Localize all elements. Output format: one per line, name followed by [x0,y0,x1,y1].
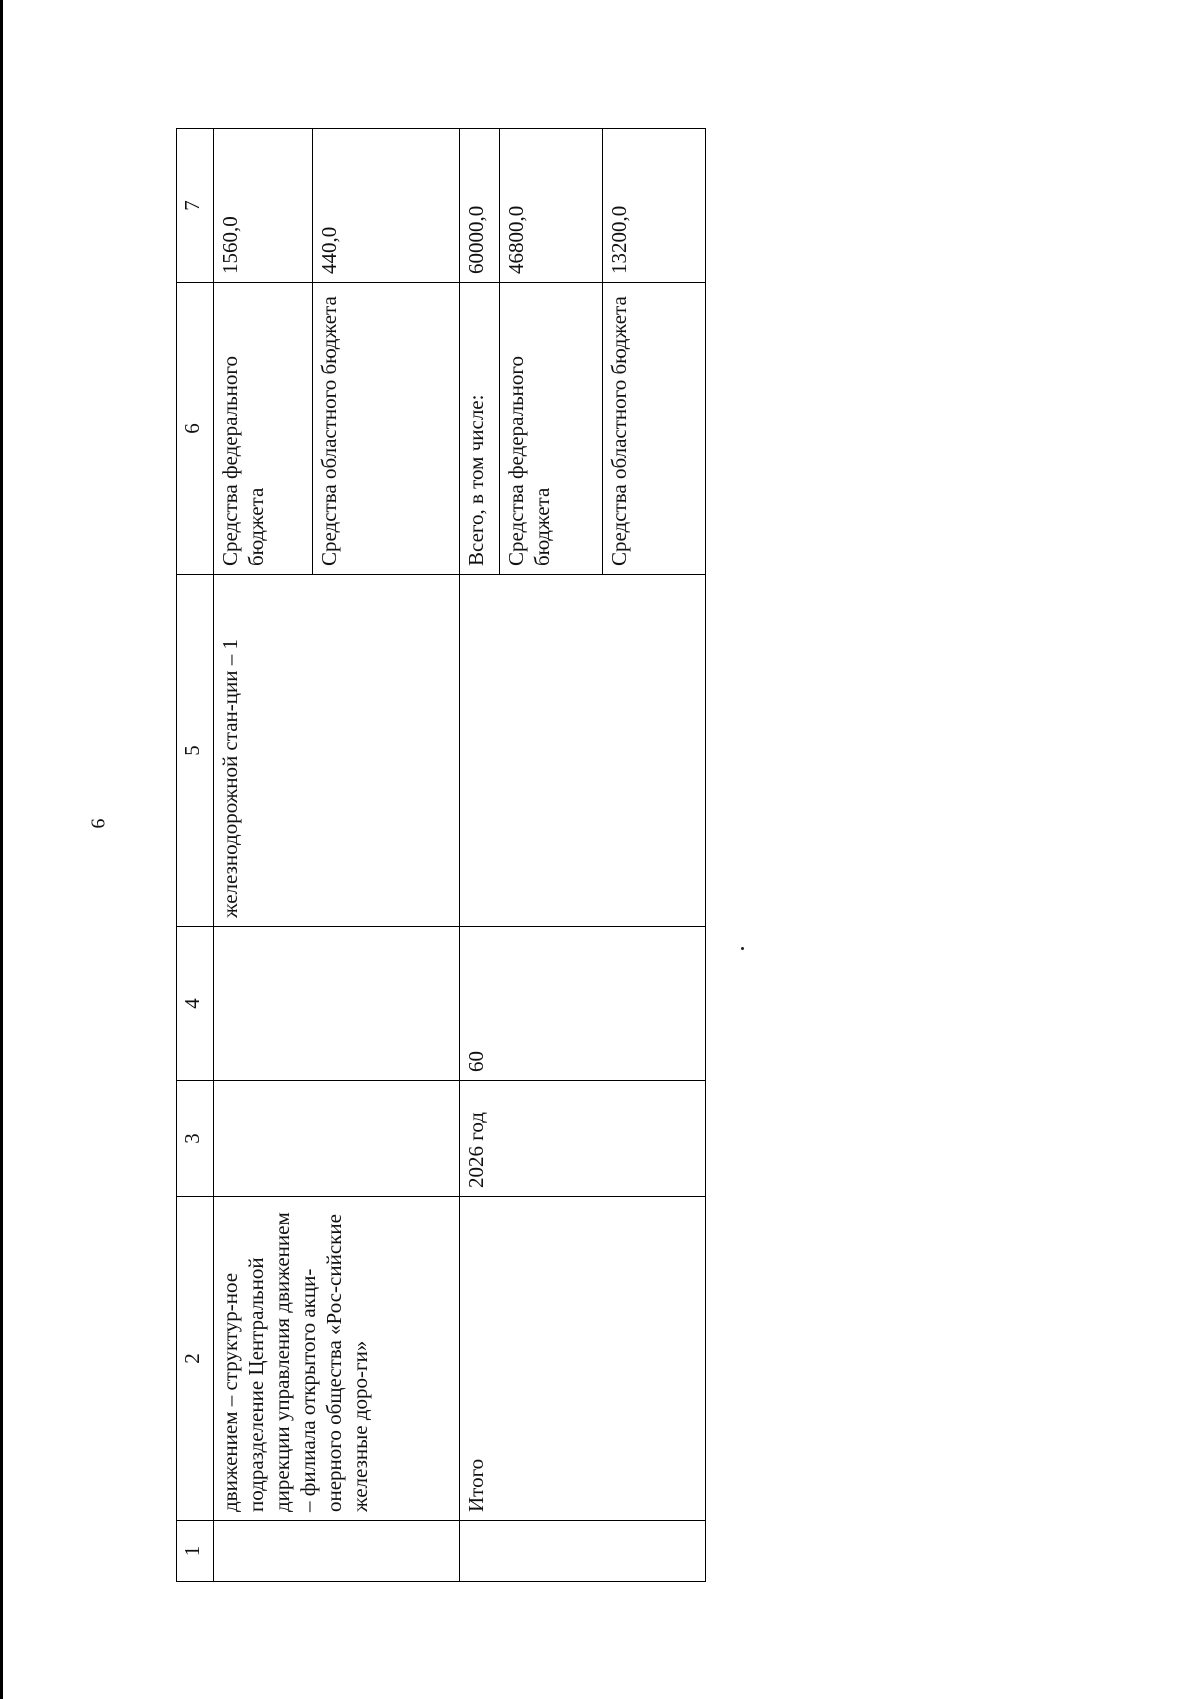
row1-object: железнодорожной стан-ции – 1 [214,575,460,927]
table-row [214,129,313,1582]
row2-cell-5 [460,575,706,927]
scan-speck [741,947,744,950]
row2-year: 2026 год [460,1081,706,1197]
row2-source-federal: Средства федерального бюджета [500,283,603,575]
header-cell-4: 4 [177,927,214,1081]
header-row [177,129,214,1582]
row2-value: 60 [460,927,706,1081]
row1-cell-1 [214,1521,460,1582]
row2-amount-regional: 13200,0 [603,129,706,283]
row2-source-regional: Средства областного бюджета [603,283,706,575]
row1-description: движением – структур-ное подразделение Центральной дирекции управления движением – филиала открытого акци-онерного общества «Рос-сийские железные доро-ги» [214,1197,460,1521]
page-number: 9 [86,818,109,829]
header-cell-6: 6 [177,283,214,575]
table-row [460,129,500,1582]
row2-label: Итого [460,1197,706,1521]
row1-amount-federal: 1560,0 [214,129,313,283]
budget-table [176,128,706,1582]
row1-amount-regional: 440,0 [313,129,460,283]
rotated-table-wrapper [176,129,702,1582]
header-cell-3: 3 [177,1081,214,1197]
row1-cell-3 [214,1081,460,1197]
header-cell-7: 7 [177,129,214,283]
row2-source-total: Всего, в том числе: [460,283,500,575]
row1-cell-4 [214,927,460,1081]
row2-amount-total: 60000,0 [460,129,500,283]
row2-cell-1 [460,1521,706,1582]
header-cell-1: 1 [177,1521,214,1582]
scan-edge-line [0,0,3,1699]
row1-source-federal: Средства федерального бюджета [214,283,313,575]
header-cell-2: 2 [177,1197,214,1521]
header-cell-5: 5 [177,575,214,927]
row2-amount-federal: 46800,0 [500,129,603,283]
row1-source-regional: Средства областного бюджета [313,283,460,575]
